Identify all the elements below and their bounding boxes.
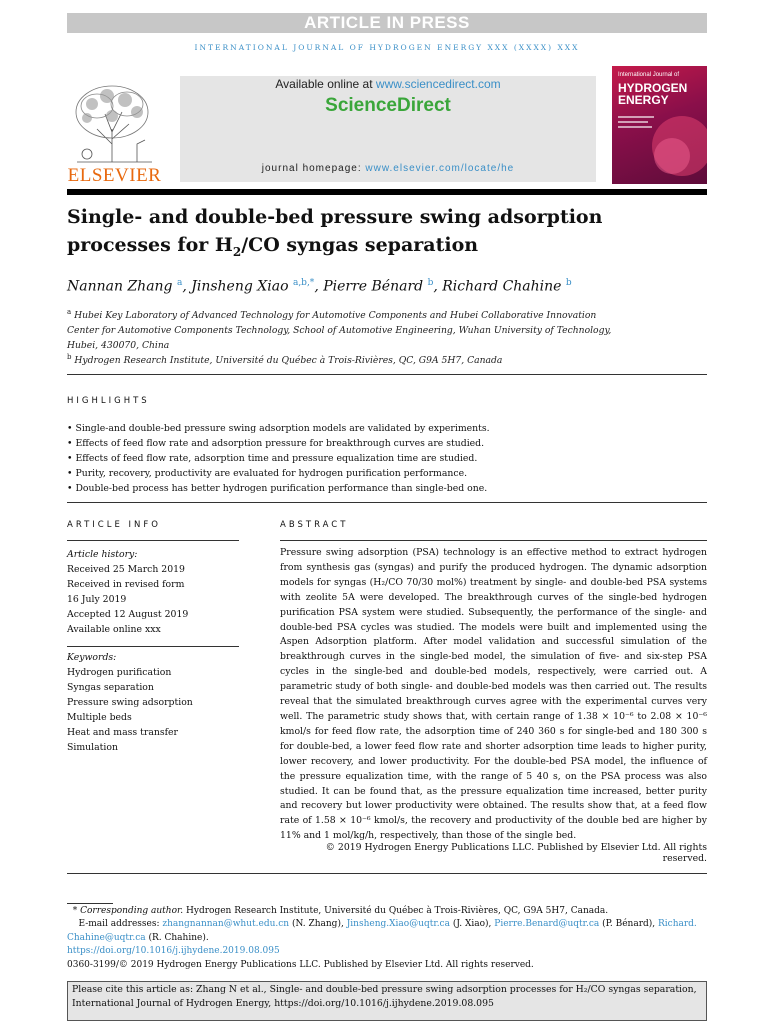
author-affil-sup[interactable]: a <box>176 278 183 288</box>
footnote-divider <box>67 903 113 904</box>
affiliation-b: $^b$ Hydrogen Research Institute, Université du Québec à Trois-Rivières, QC, G9A 5H7, Canada <box>67 353 503 367</box>
keyword-item: Multiple beds <box>67 712 132 723</box>
cover-small-title: International Journal of <box>618 72 680 78</box>
sciencedirect-logo: ScienceDirect <box>325 95 451 116</box>
keywords <box>67 650 239 755</box>
affiliation-a: $^a$ Hubei Key Laboratory of Advanced Technology for Automotive Components and Hubei Collaborative Innovation Center for Automotive Components Technology, School of Automotive Engineering, Wuhan University of Technology, Hubei, 430070, China <box>67 308 612 352</box>
journal-running-head: INTERNATIONAL JOURNAL OF HYDROGEN ENERGY XXX (XXXX) XXX <box>194 43 580 52</box>
journal-homepage-link[interactable]: www.elsevier.com/locate/he <box>365 163 515 174</box>
doi-link[interactable]: https://doi.org/10.1016/j.ijhydene.2019.08.095 <box>67 946 280 957</box>
divider <box>280 540 707 541</box>
highlights-list <box>67 421 707 496</box>
elsevier-wordmark: ELSEVIER <box>67 165 162 186</box>
email-link[interactable]: Chahine@uqtr.ca <box>67 932 146 943</box>
header-divider <box>67 189 707 195</box>
divider <box>67 646 239 647</box>
available-prefix: Available online at <box>275 77 376 91</box>
history-item: Received 25 March 2019 <box>67 564 185 575</box>
keyword-item: Hydrogen purification <box>67 667 172 678</box>
history-item: Available online xxx <box>67 624 161 635</box>
divider <box>67 502 707 503</box>
footnotes <box>67 905 707 972</box>
author-affil-sup[interactable]: b <box>565 278 572 288</box>
divider <box>67 540 239 541</box>
author-name[interactable]: Pierre Bénard <box>323 278 424 295</box>
article-title: Single- and double-bed pressure swing adsorption processes for $H_2/CO$ syngas separation <box>67 206 603 259</box>
copyright-line: © 2019 Hydrogen Energy Publications LLC. Published by Elsevier Ltd. All rights reserved. <box>325 842 707 864</box>
highlight-item: • Purity, recovery, productivity are evaluated for hydrogen purification performance. <box>67 468 468 479</box>
email-link[interactable]: Jinsheng.Xiao@uqtr.ca <box>346 919 450 930</box>
author-affil-sup[interactable]: b <box>427 278 434 288</box>
author-affil-sup[interactable]: a,b,* <box>292 278 315 288</box>
highlights-heading: HIGHLIGHTS <box>67 396 150 406</box>
sciencedirect-url-link[interactable]: www.sciencedirect.com <box>375 77 501 91</box>
article-info-heading: ARTICLE INFO <box>67 520 161 530</box>
email-continued: Chahine@uqtr.ca (R. Chahine). <box>67 932 209 943</box>
email-link[interactable]: Richard. <box>658 919 697 930</box>
author-name[interactable]: Jinsheng Xiao <box>191 278 289 295</box>
journal-homepage-line <box>180 163 596 174</box>
highlight-item: • Double-bed process has better hydrogen purification performance than single-bed one. <box>67 483 488 494</box>
highlight-item: • Effects of feed flow rate, adsorption time and pressure equalization time are studied. <box>67 453 478 464</box>
corresponding-author-note: * Corresponding author. Hydrogen Research Institute, Université du Québec à Trois-Rivières, QC, G9A 5H7, Canada. <box>72 906 609 916</box>
divider <box>67 374 707 375</box>
highlight-item: • Single-and double-bed pressure swing adsorption models are validated by experiments. <box>67 423 490 434</box>
keyword-item: Heat and mass transfer <box>67 727 179 738</box>
email-link[interactable]: zhangnannan@whut.edu.cn <box>162 919 290 930</box>
author-name[interactable]: Richard Chahine <box>442 278 562 295</box>
history-label: Article history: <box>67 549 138 560</box>
keyword-item: Simulation <box>67 742 118 753</box>
abstract-heading: ABSTRACT <box>280 520 349 530</box>
abstract-text: Pressure swing adsorption (PSA) technology is an effective method to extract hydrogen from synthesis gas (syngas) and purify the produced hydrogen. The dynamic adsorption models for syngas (H₂/CO 70/30 mol%) treatment by single- and double-bed PSA systems with zeolite 5A were developed. The breakthrough curves of the single-bed hydrogen purification PSA system were studied. Subsequently, the performance of the single- and double-bed PSA cycles was studied. The models were built and implemented using the Aspen Adsorption platform. After model validation and successful simulation of the breakthrough curves in the single-bed model, the simulation of five- and six-step PSA cycles in the single-bed and double-bed models, respectively, were carried out. A parametric study of both single- and double-bed models was then carried out. The results reveal that the simulated breakthrough curves agree with the experimental curves very well. The parametric study shows that, with certain range of 1.38 × 10⁻⁶ to 2.08 × 10⁻⁶ kmol/s for feed flow rate, the adsorption time of 240 360 s for single-bed and 180 300 s for double-bed, a lower feed flow rate and shorter adsorption time leads to higher purity, lower recovery, and lower productivity. For the double-bed PSA model, the influence of the pressure equalization time, with the range of 5 40 s, on the PSA process was also studied. It can be found that, as the pressure equalization time increased, better purity and recovery but lower productivity were obtained. The results show that, at a feed flow rate of 1.58 × 10⁻⁶ kmol/s, the recovery and productivity of the double bed are higher by 11% and 1 mol/kg/h, respectively, than those of the single bed. <box>280 547 707 842</box>
history-item: 16 July 2019 <box>67 594 127 605</box>
keyword-item: Pressure swing adsorption <box>67 697 193 708</box>
cover-title: HYDROGEN ENERGY <box>618 81 688 107</box>
article-in-press-banner: ARTICLE IN PRESS <box>67 13 707 33</box>
email-link[interactable]: Pierre.Benard@uqtr.ca <box>494 919 600 930</box>
history-item: Received in revised form <box>67 579 185 590</box>
author-name[interactable]: Nannan Zhang <box>67 278 173 295</box>
divider <box>67 873 707 874</box>
cover-artwork-icon <box>612 106 707 184</box>
homepage-prefix: journal homepage: <box>261 163 366 174</box>
history-item: Accepted 12 August 2019 <box>67 609 189 620</box>
article-history <box>67 547 239 637</box>
keywords-label: Keywords: <box>67 652 117 663</box>
available-online-line <box>180 77 596 91</box>
author-list: Nannan Zhang $^a$, Jinsheng Xiao $^{a,b,*}$, Pierre Bénard $^b$, Richard Chahine $^b$ <box>67 278 572 295</box>
email-addresses: E-mail addresses: zhangnannan@whut.edu.cn (N. Zhang), Jinsheng.Xiao@uqtr.ca (J. Xiao), Pierre.Benard@uqtr.ca (P. Bénard), Richard. <box>78 919 697 930</box>
journal-cover-image <box>612 66 707 184</box>
highlight-item: • Effects of feed flow rate and adsorption pressure for breakthrough curves are studied. <box>67 438 485 449</box>
issn-line: 0360-3199/© 2019 Hydrogen Energy Publications LLC. Published by Elsevier Ltd. All rights reserved. <box>67 959 534 970</box>
keyword-item: Syngas separation <box>67 682 154 693</box>
citation-text: Please cite this article as: Zhang N et al., Single- and double-bed pressure swing adsorption processes for H₂/CO syngas separation, International Journal of Hydrogen Energy, https://doi.org/10.1016/j.ijhydene.2019.08.095 <box>72 984 697 1009</box>
